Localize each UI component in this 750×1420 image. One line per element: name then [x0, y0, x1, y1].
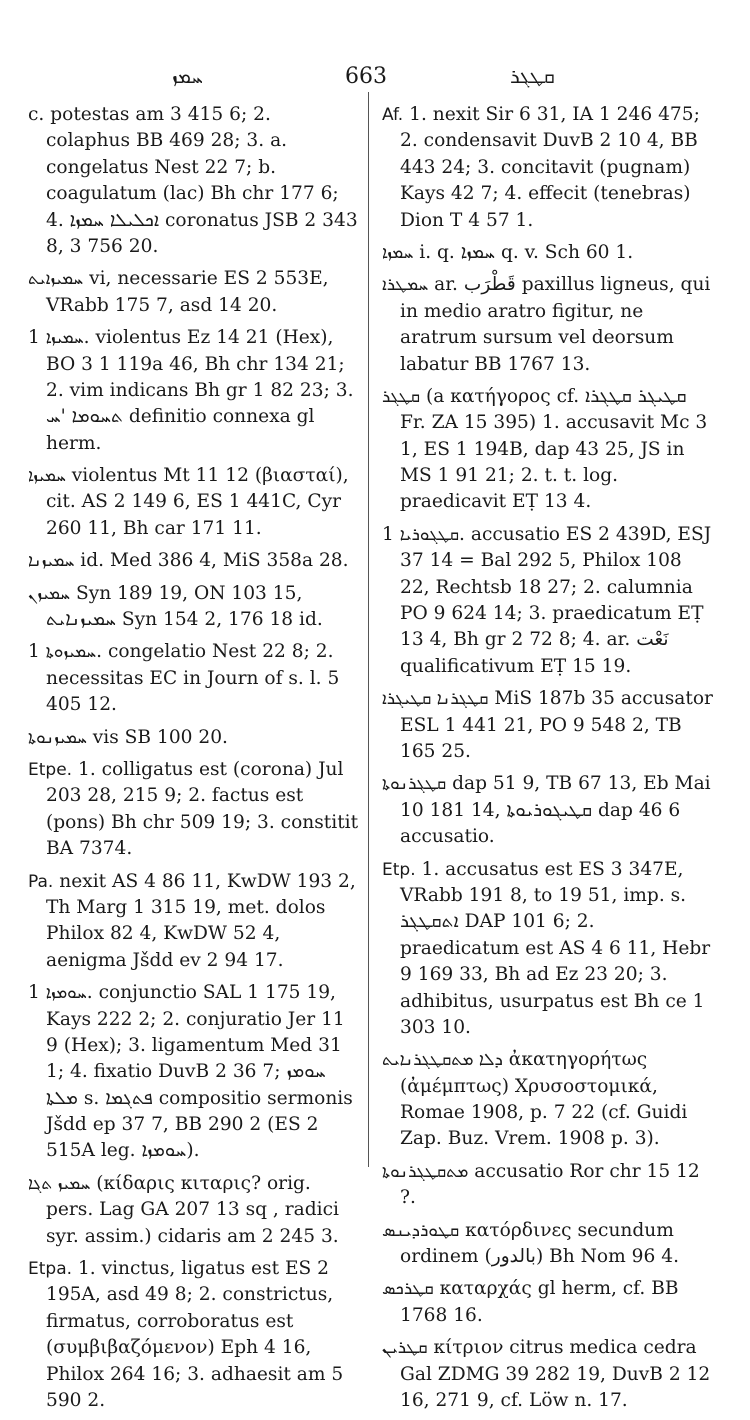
right-column	[382, 102, 714, 1420]
entry-lemma: Etp.	[382, 859, 416, 880]
dictionary-entry	[382, 1335, 714, 1414]
entry-lemma: ܚܘܡܙܐ	[45, 983, 87, 1004]
entry-text: κατόρδινες secundum ordinem (بالدور) Bh Nom 96 4.	[400, 1219, 679, 1268]
entry-lemma: Pa.	[28, 871, 54, 892]
entry-lemma: ܩܛܓܪܢܘܬܐ	[382, 774, 447, 795]
entry-lemma: ܚܡܝܙܐ	[28, 466, 66, 487]
entry-text: ar. قَطْرَب paxillus ligneus, qui in medio aratro figitur, ne aratrum sursum vel deorsum labatur BB 1767 13.	[400, 274, 711, 375]
entry-text: 1. violentus Ez 14 21 (Hex), BO 3 1 119a 46, Bh chr 134 21; 2. vim indicans Bh gr 1 82 23; 3. ܬܚܘܡܐ 'ܚ definitio connexa gl herm.	[28, 327, 354, 454]
entry-lemma: ܚܡܝܙܘܬܐ	[45, 642, 97, 663]
dictionary-entry	[382, 384, 714, 516]
dictionary-entry	[28, 548, 360, 574]
page-number: 663	[345, 64, 387, 89]
dictionary-entry	[28, 325, 360, 457]
entry-text: MiS 187b 35 accusator ESL 1 441 21, PO 9 548 2, TB 165 25.	[400, 688, 713, 762]
entry-lemma: Af.	[382, 105, 404, 125]
dictionary-entry	[28, 757, 360, 863]
entry-text: id. Med 386 4, MiS 358a 28.	[80, 550, 349, 572]
dictionary-entry	[382, 1218, 714, 1271]
entry-lemma: ܕܠܐ ܡܬܩܛܓܪܢܐܝܬ	[382, 1050, 503, 1071]
header-left-word: ܚܡܙ	[172, 64, 203, 88]
entry-lemma: ܚܡܝܙܢ	[28, 583, 71, 604]
dictionary-entry	[28, 102, 360, 260]
left-column	[28, 102, 360, 1420]
entry-lemma: ܚܡܙܐ	[382, 242, 414, 263]
dictionary-entry	[382, 1159, 714, 1212]
entry-lemma: Etpe.	[28, 759, 73, 780]
entry-text: c. potestas am 3 415 6; 2. colaphus BB 469 28; 3. a. congelatus Nest 22 7; b. coagulatum (lac) Bh chr 177 6; 4. ܐܟܠܝܠܐ ܚܡܙܐ coronatus JSB 2 343 8, 3 756 20.	[28, 104, 358, 257]
entry-lemma: ܚܡܛܪܐ	[382, 275, 429, 296]
entry-text: (a κατήγορος cf. ܩܛܝܓܪ ܩܛܓܪܐ Fr. ZA 15 395) 1. accusavit Mc 3 1, ES 1 194B, dap 43 25, JS in MS 1 91 21; 2. t. t. log. praedicavit EṬ 13 4.	[400, 385, 708, 513]
entry-text: i. q. ܚܡܙܐ q. v. Sch 60 1.	[419, 241, 634, 263]
entry-text: κίτριον citrus medica cedra Gal ZDMG 39 282 19, DuvB 2 12 16, 271 9, cf. Löw n. 17.	[400, 1337, 711, 1411]
entry-lemma: ܩܛܓܘܪܝܐ	[399, 524, 460, 545]
dictionary-entry	[28, 869, 360, 975]
entry-lemma: ܩܛܓܪܢܐ ܩܛܝܓܪܐ	[382, 689, 489, 710]
entry-text: dap 51 9, TB 67 13, Eb Mai 10 181 14, ܩܛܝܓܘܪܝܘܬܐ dap 46 6 accusatio.	[400, 773, 711, 848]
dictionary-entry	[28, 266, 360, 319]
entry-text: καταρχάς gl herm, cf. BB 1768 16.	[400, 1278, 679, 1326]
entry-text: 1. accusatio ES 2 439D, ESJ 37 14 = Bal 292 5, Philox 108 22, Rechtsb 18 27; 2. calumnia PO 9 624 14; 3. praedicatum EṬ 13 4, Bh gr 2 72 8; 4. ar. نَعْت qualificativum EṬ 15 19.	[382, 523, 712, 677]
entry-lemma: Etpa.	[28, 1259, 73, 1280]
entry-lemma: ܚܡܝܙܢܘܬܐ	[28, 727, 87, 748]
dictionary-entry	[28, 581, 360, 634]
entry-text: 1. colligatus est (corona) Jul 203 28, 215 9; 2. factus est (pons) Bh chr 509 19; 3. constitit BA 7374.	[46, 758, 359, 860]
entry-lemma: ܚܡܝܙܐ	[45, 328, 84, 349]
entry-lemma: ܚܡܝܙܢܐ	[28, 551, 75, 572]
entry-text: 1. vinctus, ligatus est ES 2 195A, asd 49 8; 2. constrictus, firmatus, corroboratus est (συμβιβαζόμενον) Eph 4 16, Philox 264 16; 3. adhaesit am 5 590 2.	[46, 1258, 344, 1411]
dictionary-entry	[28, 639, 360, 718]
entry-lemma: ܩܛܪܝܢ	[382, 1338, 428, 1359]
entry-lemma: ܡܬܩܛܓܪܢܘܬܐ	[382, 1161, 469, 1182]
dictionary-entry	[382, 1047, 714, 1153]
entry-text: Syn 189 19, ON 103 15, ܚܡܝܙܢܐܝܬ Syn 154 2, 176 18 id.	[46, 582, 323, 631]
dictionary-entry	[382, 771, 714, 850]
dictionary-entry	[28, 725, 360, 751]
entry-text: 1. nexit Sir 6 31, IA 1 246 475; 2. condensavit DuvB 2 10 4, BB 443 24; 3. concitavit (pugnam) Kays 42 7; 4. effecit (tenebras) Dion T 4 57 1.	[400, 104, 700, 231]
dictionary-entry	[28, 1256, 360, 1414]
dictionary-entry	[382, 686, 714, 765]
entry-text: 1. conjunctio SAL 1 175 19, Kays 222 2; 2. conjuratio Jer 11 9 (Hex); 3. ligamentum Med 31 1; 4. fixatio DuvB 2 36 7; ܚܘܡܙ ܡܠܬܐ s. ܦܬܓܡܐ compositio sermonis Jšdd ep 37 7, BB 290 2 (ES 2 515A leg. ܚܘܡܙܐ).	[28, 982, 353, 1162]
entry-lemma: ܩܛܘܪܕܝܢܣ	[382, 1220, 460, 1241]
dictionary-entry	[382, 102, 714, 234]
dictionary-entry	[382, 240, 714, 266]
entry-text: ἀκατηγορήτως (ἀμέμπτως) Χρυσοστομικά, Romae 1908, p. 7 22 (cf. Guidi Zap. Buz. Vrem. 1908 p. 3).	[400, 1049, 688, 1150]
dictionary-entry	[28, 463, 360, 542]
entry-text: accusatio Ror chr 15 12 ?.	[400, 1160, 700, 1209]
dictionary-entry	[382, 1276, 714, 1329]
entry-lemma: ܩܛܓܪ	[382, 386, 421, 407]
entry-text: nexit AS 4 86 11, KwDW 193 2, Th Marg 1 315 19, met. dolos Philox 82 4, KwDW 52 4, aenigma Jšdd ev 2 94 17.	[46, 870, 356, 971]
entry-text: 1. accusatus est ES 3 347E, VRabb 191 8, to 19 51, imp. s. ܐܬܩܛܓܪ DAP 101 6; 2. praedicatum est AS 4 6 11, Hebr 9 169 33, Bh ad Ez 23 20; 3. adhibitus, usurpatus est Bh ce 1 303 10.	[400, 858, 711, 1038]
entry-text: violentus Mt 11 12 (βιασταί), cit. AS 2 149 6, ES 1 441C, Cyr 260 11, Bh car 171 11.	[46, 465, 349, 539]
column-divider	[368, 92, 369, 1167]
entry-text: (κίδαρις κιταρις? orig. pers. Lag GA 207 13 sq , radici syr. assim.) cidaris am 2 245 3.	[46, 1172, 339, 1247]
header-right-word: ܩܛܓܪ	[510, 64, 555, 88]
dictionary-entry	[382, 272, 714, 378]
entry-lemma: ܚܡܝܙܐܝܬ	[28, 269, 84, 290]
entry-text: vi, necessarie ES 2 553E, VRabb 175 7, asd 14 20.	[46, 268, 329, 316]
entry-lemma: ܚܡܝܙ ܬܓܐ	[28, 1173, 91, 1194]
entry-text: vis SB 100 20.	[92, 726, 228, 748]
dictionary-entry	[382, 857, 714, 1042]
dictionary-entry	[28, 1171, 360, 1250]
entry-text: 1. congelatio Nest 22 8; 2. necessitas EC in Journ of s. l. 5 405 12.	[28, 641, 340, 716]
dictionary-entry	[382, 522, 714, 680]
dictionary-entry	[28, 980, 360, 1165]
entry-lemma: ܩܛܪܟܣ	[382, 1279, 434, 1300]
